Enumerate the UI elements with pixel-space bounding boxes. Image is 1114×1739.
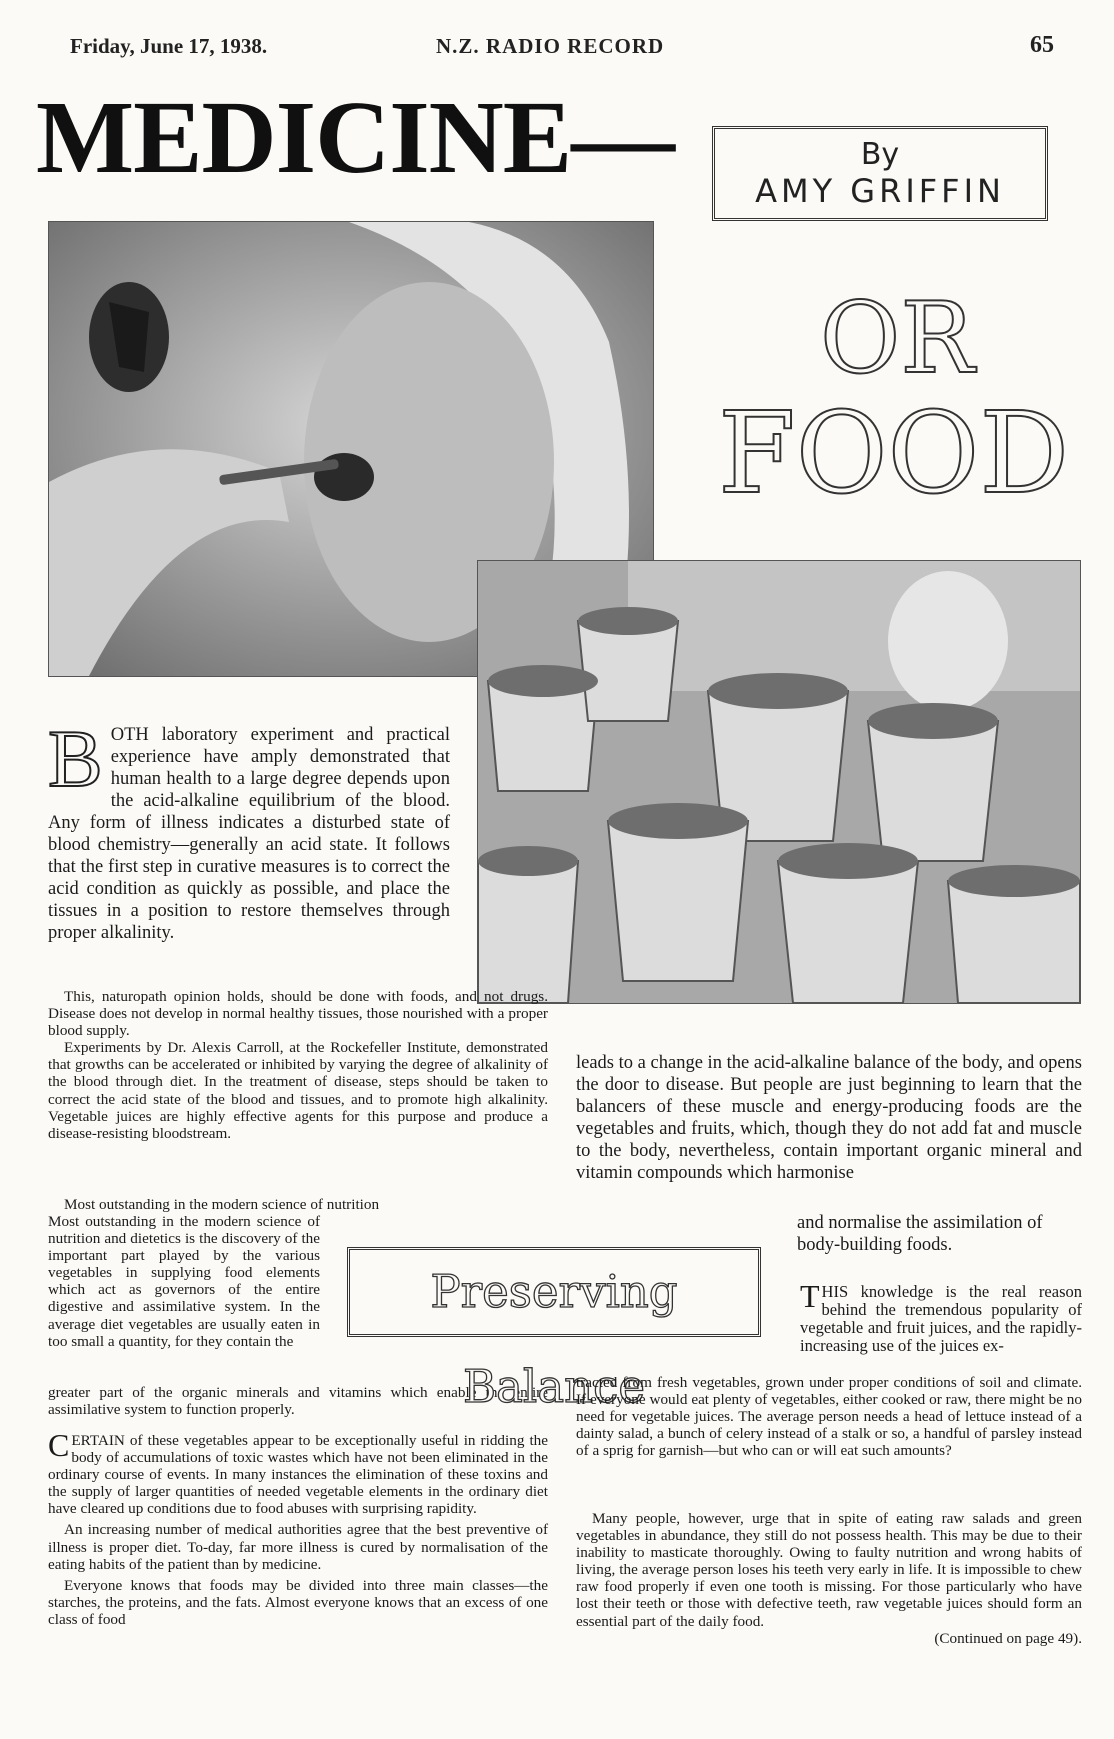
headline-medicine: MEDICINE— (36, 80, 675, 195)
page-number: 65 (1030, 32, 1054, 58)
article-paragraph-1: OTH laboratory experiment and practical experience have amply demonstrated that human health to a large degree depends upon the acid-alkaline equilibrium of the blood. Any form of illness indicates a disturbed state of blood chemistry—generally an acid state. It follows that the first step in curative measures is to correct the acid condition as quickly as possible, and place the tissues in a position to restore themselves through proper alkalinity. (48, 725, 450, 943)
photo-vegetable-market (477, 560, 1081, 1004)
byline-box (712, 126, 1048, 221)
article-col2-bottom (576, 1510, 1082, 1647)
publication-name: N.Z. RADIO RECORD (436, 34, 665, 58)
byline-author: AMY GRIFFIN (755, 172, 1005, 210)
issue-date: Friday, June 17, 1938. (70, 34, 268, 58)
photo-market-illustration (478, 561, 1080, 1003)
article-paragraph-2: This, naturopath opinion holds, should be done with foods, and not drugs. Disease does not develop in normal healthy tissues, those nourished with a proper blood supply. (48, 988, 548, 1040)
article-intro (48, 713, 450, 944)
headline-food: FOOD (718, 389, 1070, 519)
article-paragraph-5: CERTAIN of these vegetables appear to be exceptionally useful in ridding the body of accumulations of toxic wastes which have not been eliminated in the ordinary course of events. In many instances the elimination of these toxins and the supply of larger quantities of needed vegetable elements in the ordinary diet have cleared up conditions due to food abuses with surprising rapidity. (48, 1427, 548, 1518)
article-paragraph-4-end: greater part of the organic minerals and vitamins which enable the entire assimilative system to function properly. (48, 1384, 548, 1419)
byline-by: By (860, 137, 900, 172)
pullquote-text: Preserving Balance (430, 1265, 678, 1413)
article-paragraph-6: An increasing number of medical authorities agree that the best preventive of illness is proper diet. To-day, far more illness is cured by normalisation of the eating habits of the patient than by medicine. (48, 1521, 548, 1573)
dropcap-b: B (48, 713, 103, 804)
article-paragraph-3: Experiments by Dr. Alexis Carroll, at the Rockefeller Institute, demonstrated that growths can be accelerated or inhibited by varying the degree of alkalinity of the blood through diet. In the treatment of disease, steps should be taken to correct the acid state of the blood and tissues, and to promote high alkalinity. Vegetable juices are highly effective agents for this purpose and produce a disease-resisting bloodstream. (48, 1039, 548, 1142)
article-paragraph-4: Most outstanding in the modern science of nutrition and dietetics is the discovery of the important part played by the various vegetables in supplying food elements which act as governors of the entire digestive and assimilative system. In the average diet vegetables are usually eaten in too small a quantity, for they contain the (48, 1213, 320, 1350)
article-col2-top: leads to a change in the acid-alkaline balance of the body, and opens the door to disease. But people are just beginning to learn that the balancers of these muscle and energy-producing foods are the vegetables and fruits, which, though they do not add fat and muscle to the body, nevertheless, contain important organic mineral and vitamin compounds which harmonise (576, 1053, 1082, 1183)
headline-or: OR (820, 282, 975, 396)
continued-note: (Continued on page 49). (934, 1629, 1082, 1647)
article-paragraph-4-lead (48, 1196, 548, 1213)
article-paragraph-7: Everyone knows that foods may be divided into three main classes—the starches, the proteins, and the fats. Almost everyone knows that an excess of one class of food (48, 1576, 548, 1628)
article-col2-middle: tracted from fresh vegetables, grown under proper conditions of soil and climate. If everyone would eat plenty of vegetables, either cooked or raw, there might be no need for vegetable juices. The average person needs a head of lettuce instead of a dainty salad, a bunch of celery instead of a stalk or so, a handful of parsley instead of a sprig for garnish—but who can or will eat such amounts? (576, 1374, 1082, 1460)
dropcap-t: T (800, 1278, 820, 1314)
dropcap-c: C (48, 1427, 70, 1463)
article-col2-this: THIS knowledge is the real reason behind the tremendous popularity of vegetable and fruit juices, and the rapidly-increasing use of the juices ex- (800, 1278, 1082, 1355)
article-col2-last-paragraph: Many people, however, urge that in spite of eating raw salads and green vegetables in abundance, they still do not possess health. This may be due to their inability to masticate thoroughly. Owing to faulty nutrition and wrong habits of living, the average person loses his teeth very early in life. It is impossible to chew raw food properly if even one tooth is missing. For those particularly who have lost their teeth or those with defective teeth, raw vegetable juices should form an essential part of the daily food. (576, 1510, 1082, 1630)
article-col1-middle (48, 988, 548, 1142)
article-paragraph-4-intro: Most outstanding in the modern science of nutrition (64, 1196, 380, 1213)
article-col2-top-end: and normalise the assimilation of body-building foods. (797, 1213, 1043, 1255)
article-col1-bottom (48, 1427, 548, 1628)
pullquote-box (347, 1247, 761, 1413)
